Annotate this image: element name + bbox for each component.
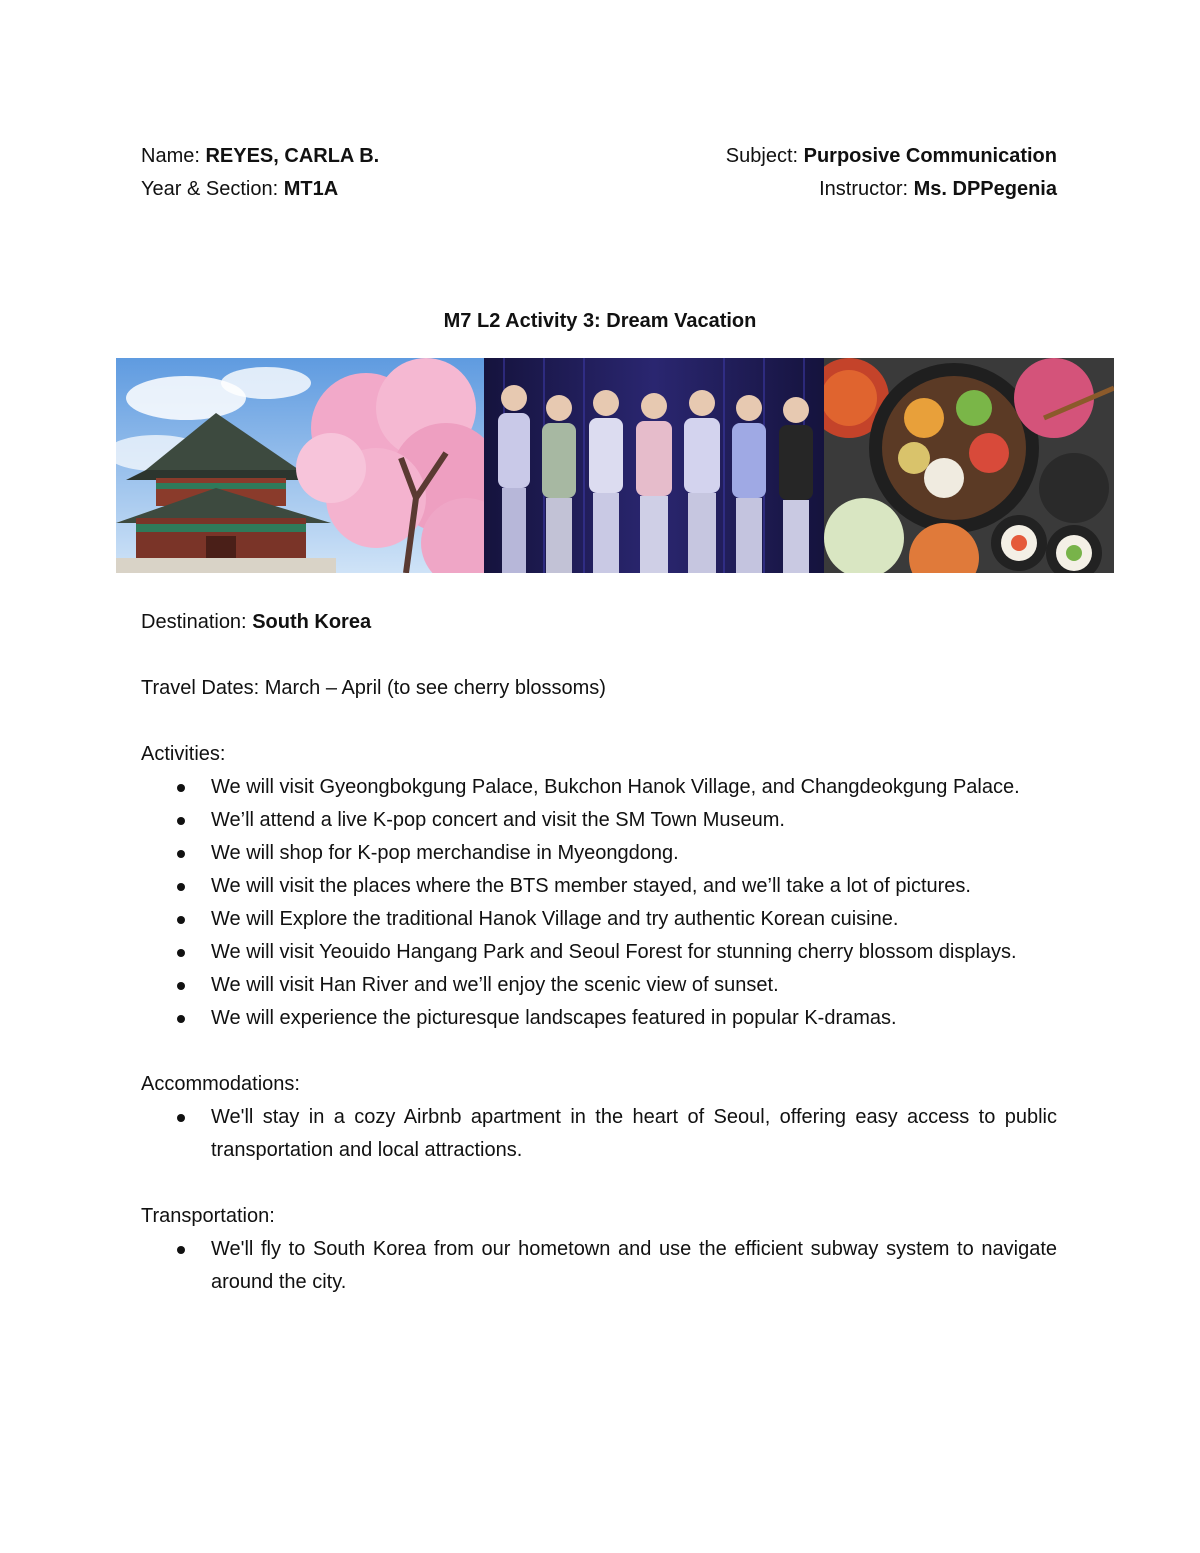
bullet-icon: [177, 850, 185, 858]
bullet-icon: [177, 883, 185, 891]
section-field: [141, 173, 338, 206]
name-label: Name:: [141, 145, 200, 167]
bullet-icon: [177, 1246, 185, 1254]
travel-dates-line: Travel Dates: March – April (to see cherry blossoms): [141, 677, 606, 699]
document-title: M7 L2 Activity 3: Dream Vacation: [443, 310, 757, 332]
banner-collage: [116, 358, 1114, 573]
destination-label: Destination:: [141, 611, 247, 633]
accommodations-list: [141, 1101, 1057, 1167]
korean-food-image: [824, 358, 1114, 573]
name-field: [141, 140, 379, 173]
bullet-icon: [177, 1015, 185, 1023]
document-body: [141, 606, 1057, 1299]
header-row-1: [141, 140, 1057, 173]
instructor-value: Ms. DPPegenia: [913, 178, 1057, 200]
bullet-icon: [177, 817, 185, 825]
destination-value: South Korea: [252, 611, 372, 633]
subject-field: [726, 140, 1057, 173]
list-item: We will visit the places where the BTS member stayed, and we’ll take a lot of pictures.: [141, 870, 1057, 903]
group-photo-image: [484, 358, 824, 573]
bullet-icon: [177, 784, 185, 792]
accommodations-heading: Accommodations:: [141, 1073, 300, 1095]
list-item: We will experience the picturesque landscapes featured in popular K-dramas.: [141, 1002, 1057, 1035]
list-item: We will shop for K-pop merchandise in Myeongdong.: [141, 837, 1057, 870]
list-item: We will visit Han River and we’ll enjoy the scenic view of sunset.: [141, 969, 1057, 1002]
bullet-icon: [177, 916, 185, 924]
section-value: MT1A: [283, 178, 339, 200]
bullet-icon: [177, 949, 185, 957]
instructor-field: [819, 173, 1057, 206]
bullet-icon: [177, 982, 185, 990]
activities-list: [141, 771, 1057, 1035]
instructor-label: Instructor:: [819, 178, 909, 200]
header-block: [141, 140, 1057, 206]
transportation-heading: Transportation:: [141, 1205, 275, 1227]
destination-line: [141, 606, 1057, 639]
list-item: We'll fly to South Korea from our hometown and use the efficient subway system to navigate around the city.: [141, 1233, 1057, 1299]
name-value: REYES, CARLA B.: [205, 145, 380, 167]
transportation-list: [141, 1233, 1057, 1299]
subject-label: Subject:: [725, 145, 799, 167]
list-item: We will Explore the traditional Hanok Village and try authentic Korean cuisine.: [141, 903, 1057, 936]
activities-heading: Activities:: [141, 743, 226, 765]
list-item: We’ll attend a live K-pop concert and visit the SM Town Museum.: [141, 804, 1057, 837]
section-label: Year & Section:: [141, 178, 279, 200]
list-item: We'll stay in a cozy Airbnb apartment in the heart of Seoul, offering easy access to public transportation and local attractions.: [141, 1101, 1057, 1167]
header-row-2: [141, 173, 1057, 206]
bullet-icon: [177, 1114, 185, 1122]
list-item: We will visit Gyeongbokgung Palace, Bukchon Hanok Village, and Changdeokgung Palace.: [141, 771, 1057, 804]
list-item: We will visit Yeouido Hangang Park and Seoul Forest for stunning cherry blossom displays.: [141, 936, 1057, 969]
palace-blossom-image: [116, 358, 484, 573]
subject-value: Purposive Communication: [803, 145, 1057, 167]
